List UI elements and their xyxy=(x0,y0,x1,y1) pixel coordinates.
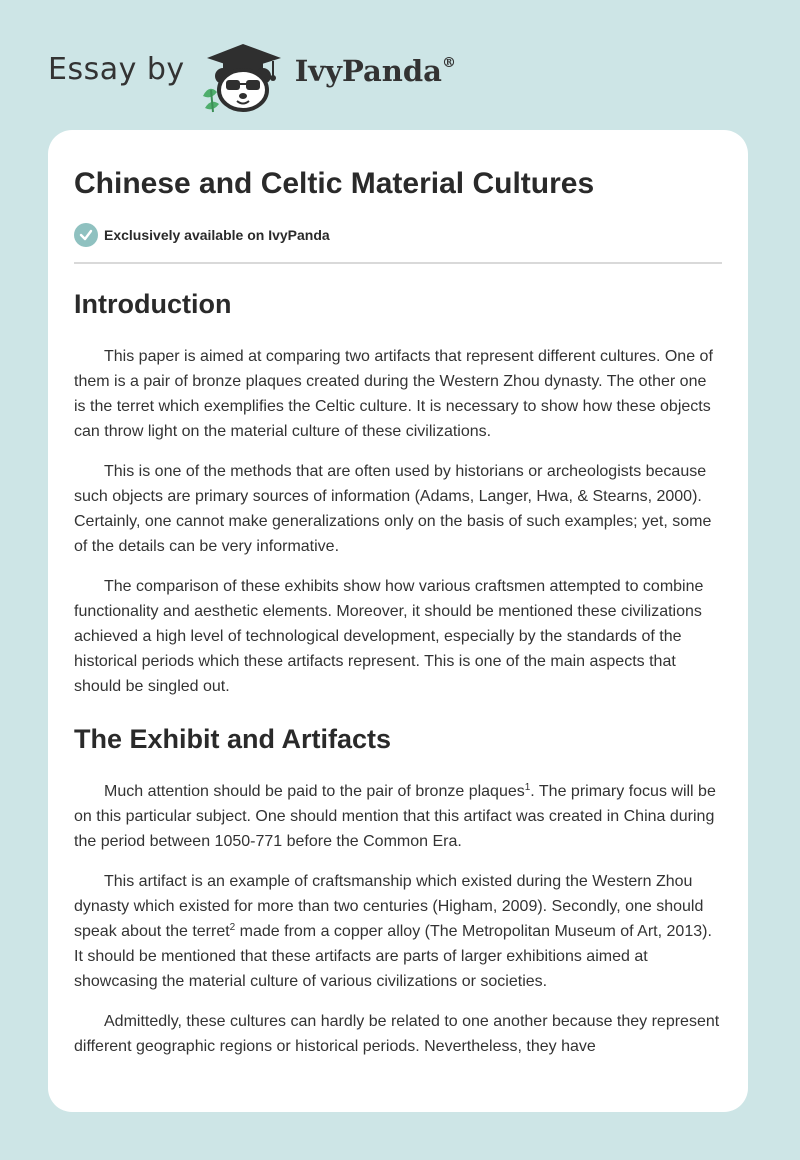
footnote-ref-1[interactable]: 1 xyxy=(524,782,531,793)
exclusive-label: Exclusively available on IvyPanda xyxy=(104,227,330,243)
essay-card xyxy=(48,130,748,1112)
footnote-ref-2[interactable]: 2 xyxy=(229,922,236,933)
panda-logo-icon[interactable] xyxy=(199,34,289,114)
paragraph: Much attention should be paid to the pair of bronze plaques$^1$. The primary focus will be on this particular subject. One should mention that this artifact was created in China during the period between 1050-771 before the Common Era. xyxy=(74,782,716,850)
paragraph: The comparison of these exhibits show how various craftsmen attempted to combine functionality and aesthetic elements. Moreover, it should be mentioned these civilizations achieved a high level of technological development, especially by the standards of the historical periods which these artifacts represent. This is one of the main aspects that should be singled out. xyxy=(74,578,704,695)
paragraph: This artifact is an example of craftsmanship which existed during the Western Zhou dynasty which existed for more than two centuries (Higham, 2009). Secondly, one should speak about the terret$^2$ made from a copper alloy (The Metropolitan Museum of Art, 2013). It should be mentioned that these artifacts are parts of larger exhibitions aimed at showcasing the material culture of various civilizations or societies. xyxy=(74,873,712,990)
check-circle-icon xyxy=(74,223,98,247)
page-title: Chinese and Celtic Material Cultures xyxy=(74,167,595,200)
divider xyxy=(74,262,722,264)
brand-name[interactable]: IvyPanda® xyxy=(294,54,456,88)
registered-mark: ® xyxy=(441,55,456,71)
paragraph: This is one of the methods that are often used by historians or archeologists because such objects are primary sources of information (Adams, Langer, Hwa, & Stearns, 2000). Certainly, one cannot make generalizations only on the basis of such examples; yet, some of the details can be very informative. xyxy=(74,463,712,555)
paragraph: This paper is aimed at comparing two artifacts that represent different cultures. One of them is a pair of bronze plaques created during the Western Zhou dynasty. The other one is the terret which exemplifies the Celtic culture. It is necessary to show how these objects can throw light on the material culture of these civilizations. xyxy=(74,348,713,440)
site-header xyxy=(48,34,456,114)
section-heading-introduction: Introduction xyxy=(74,289,232,319)
exclusive-badge xyxy=(74,222,722,248)
section-heading-exhibit: The Exhibit and Artifacts xyxy=(74,724,392,754)
paragraph: Admittedly, these cultures can hardly be related to one another because they represent different geographic regions or historical periods. Nevertheless, they have xyxy=(74,1013,720,1055)
essay-by-label: Essay by xyxy=(48,51,185,87)
